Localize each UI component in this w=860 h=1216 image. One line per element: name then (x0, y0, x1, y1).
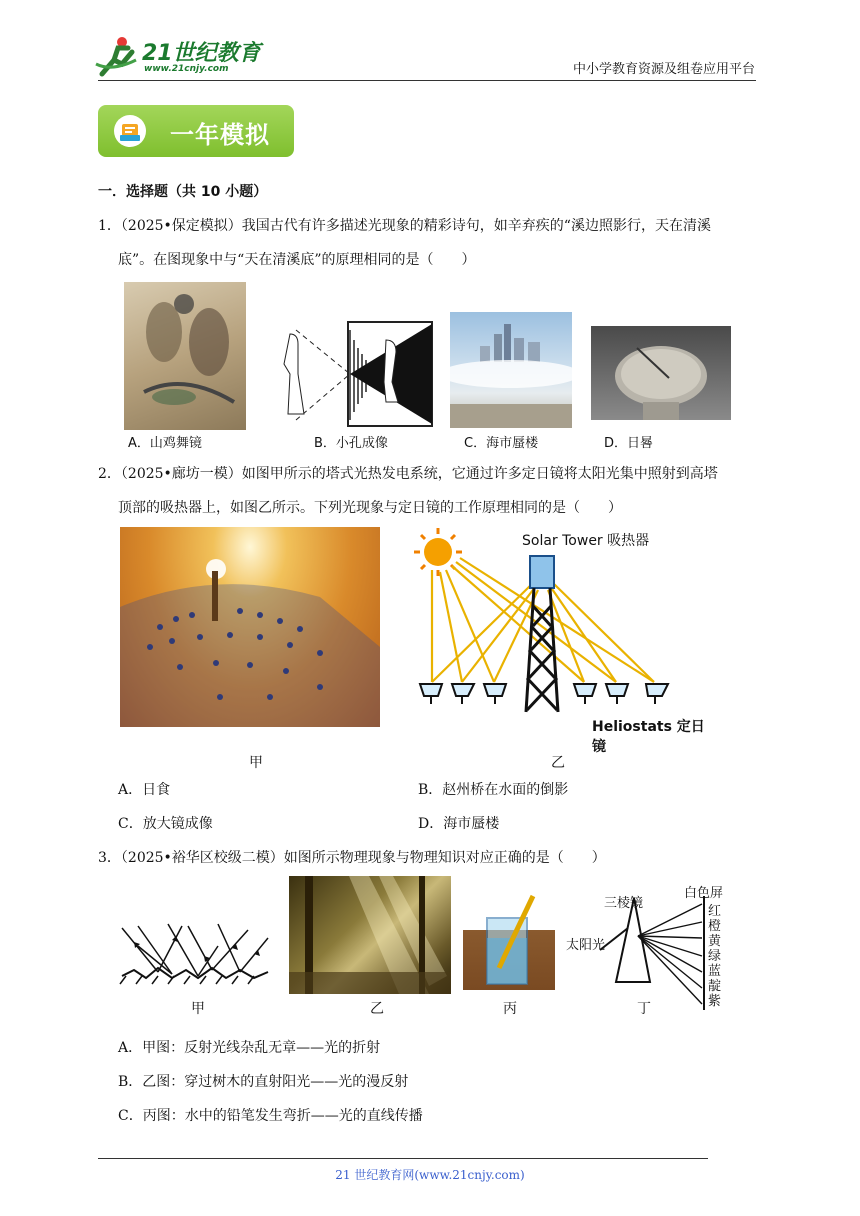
q3-figure-bing (463, 890, 555, 990)
q2-option-d[interactable]: D．海市蜃楼 (418, 816, 500, 832)
screen-label: 白色屏 (684, 886, 724, 901)
q2-option-a[interactable]: A．日食 (118, 782, 171, 798)
tower-label: Solar Tower 吸热器 (522, 533, 650, 549)
logo (92, 34, 262, 78)
platform-name: 中小学教育资源及组卷应用平台 (572, 62, 755, 77)
q1-line2: 底”。在图现象中与“天在清溪底”的原理相同的是（ ） (118, 252, 476, 268)
q3-option-b[interactable]: B．乙图：穿过树木的直射阳光——光的漫反射 (118, 1074, 409, 1090)
q2-option-b[interactable]: B．赵州桥在水面的倒影 (418, 782, 569, 798)
q2-figure-right (410, 526, 710, 755)
footer-divider (98, 1158, 708, 1159)
q3-figure-yi (289, 876, 451, 994)
spectrum-color: 靛 (708, 979, 722, 994)
q2-fig-right-label: 乙 (551, 755, 565, 771)
spectrum-color: 蓝 (708, 964, 722, 979)
q2-line2: 顶部的吸热器上，如图乙所示。下列光现象与定日镜的工作原理相同的是（ ） (118, 500, 622, 516)
q1-line1: 1．（2025•保定模拟）我国古代有许多描述光现象的精彩诗句，如辛弃疾的“溪边照影行，天在清溪 (98, 218, 711, 234)
q1-caption-d: D．日晷 (604, 436, 654, 451)
q3-line1: 3．（2025•裕华区校级二模）如图所示物理现象与物理知识对应正确的是（ ） (98, 850, 606, 866)
q2-option-c[interactable]: C．放大镜成像 (118, 816, 213, 832)
spectrum-color: 绿 (708, 949, 722, 964)
q1-image-c (450, 312, 572, 428)
spectrum-color: 紫 (708, 994, 722, 1009)
heliostat-label: Heliostats 定日镜 (592, 719, 705, 755)
sunlight-label: 太阳光 (566, 938, 606, 953)
runner-logo-icon (92, 34, 142, 78)
spectrum-color: 黄 (708, 934, 722, 949)
q3-figure-ding (566, 876, 730, 1016)
q1-caption-a: A．山鸡舞镜 (128, 436, 202, 451)
section-heading: 一．选择题（共 10 小题） (98, 184, 268, 200)
q1-caption-c: C．海市蜃楼 (464, 436, 539, 451)
logo-url: www.21cnjy.com (144, 64, 229, 74)
q2-figure-left (120, 527, 380, 727)
banner-title: 一年模拟 (170, 121, 270, 149)
spectrum-color: 橙 (708, 919, 722, 934)
spectrum-list (708, 904, 724, 1009)
q2-line1: 2．（2025•廊坊一模）如图甲所示的塔式光热发电系统，它通过许多定日镜将太阳光集中照射到高塔 (98, 466, 718, 482)
q3-option-a[interactable]: A．甲图：反射光线杂乱无章——光的折射 (118, 1040, 381, 1056)
q1-image-b (266, 320, 434, 428)
q1-image-d (591, 326, 731, 420)
q3-fig-label-jia: 甲 (191, 1001, 205, 1017)
footer-text[interactable]: 21 世纪教育网(www.21cnjy.com) (335, 1168, 525, 1182)
q3-fig-label-ding: 丁 (637, 1001, 651, 1017)
q3-option-c[interactable]: C．丙图：水中的铅笔发生弯折——光的直线传播 (118, 1108, 423, 1124)
q2-fig-left-label: 甲 (249, 755, 263, 771)
spectrum-color: 红 (708, 904, 722, 919)
prism-label: 三棱镜 (604, 896, 644, 911)
q3-figure-jia (118, 916, 272, 992)
q1-image-a (124, 282, 246, 430)
q3-fig-label-yi: 乙 (370, 1001, 384, 1017)
header-divider (98, 80, 756, 81)
section-banner (98, 105, 294, 157)
logo-text: 21世纪教育 (142, 41, 261, 66)
q3-fig-label-bing: 丙 (503, 1001, 517, 1017)
message-icon (114, 115, 146, 147)
q1-caption-b: B．小孔成像 (314, 436, 388, 451)
